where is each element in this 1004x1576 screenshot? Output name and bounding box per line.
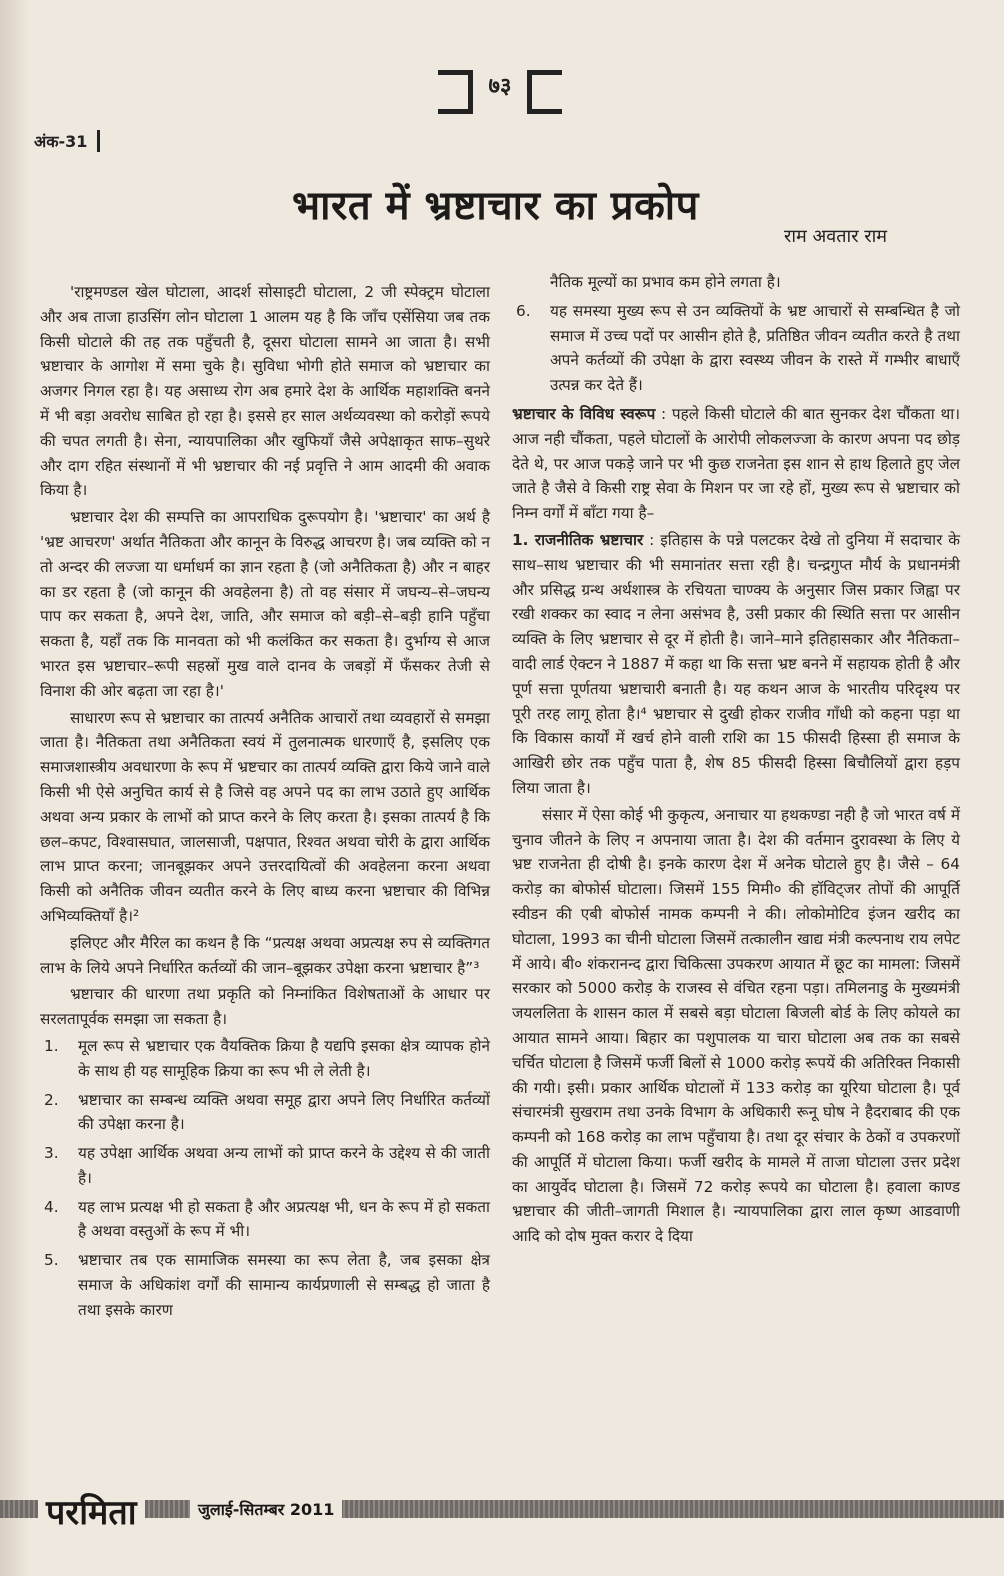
list-item: 5. भ्रष्टाचार तब एक सामाजिक समस्या का रूप लेता है, जब इसका क्षेत्र समाज के अधिकांश वर्गों की सामान्य कार्यप्रणाली से सम्बद्ध हो जाता है तथा इसके कारण [44, 1251, 490, 1319]
issue-date: जुलाई-सितम्बर 2011 [190, 1498, 342, 1520]
list-item: 3. यह उपेक्षा आर्थिक अथवा अन्य लाभों को प्राप्त करने के उद्देश्य से की जाती है। [44, 1144, 490, 1187]
list-item: 6. यह समस्या मुख्य रूप से उन व्यक्तियों के भ्रष्ट आचारों से सम्बन्धित है जो समाज में उच्च पदों पर आसीन होते है, प्रतिष्ठित जीवन व्यतीत करते है तथा अपने कर्तव्यों की उपेक्षा के द्वारा स्वस्थ्य जीवन के रास्ते में गम्भीर बाधाएँ उत्पन्न कर देते हैं। [516, 301, 960, 395]
author-name: राम अवतार राम [784, 226, 888, 247]
article-title: भारत में भ्रष्टाचार का प्रकोप [292, 183, 699, 229]
list-item: 2. भ्रष्टाचार का सम्बन्ध व्यक्ति अथवा समूह द्वारा अपने लिए निर्धारित कर्तव्यों की उपेक्षा करना है। [44, 1090, 490, 1134]
issue-tag: अंक-31 [34, 130, 100, 152]
right-column [512, 270, 960, 1251]
list-item-continuation: नैतिक मूल्यों का प्रभाव कम होने लगता है। [550, 273, 781, 291]
footer-bar [0, 1500, 1004, 1518]
paragraph: संसार में ऐसा कोई भी कुकृत्य, अनाचार या हथकण्डा नही है जो भारत वर्ष में चुनाव जीतने के लिए न अपनाया जाता है। देश की वर्तमान दुरावस्था के लिए ये भ्रष्ट राजनेता ही दोषी है। इनके कारण देश में अनेक घोटाले हुए है। जैसे – 64 करोड़ का बोफोर्स घोटाला। जिसमें 155 मिमी० की हॉविट्जर तोपों की आपूर्ति स्वीडन की एबी बोफोर्स नामक कम्पनी ने की। लोकोमोटिव इंजन खरीद का घोटाला, 1993 का चीनी घोटाला जिसमें तत्कालीन खाद्य मंत्री कल्पनाथ राय लपेट में आये। बी० शंकरानन्द द्वारा चिकित्सा उपकरण आयात में छूट का मामला: जिसमें सरकार को 5000 करोड़ के राजस्व से वंचित रहना पड़ा। तमिलनाडु के मुख्यमंत्री जयललिता के शासन काल में सबसे बड़ा घोटाला बिजली बोर्ड के लिए कोयले का आयात सामने आया। बिहार का पशुपालक या चारा घोटाला अब तक का सबसे चर्चित घोटाला है जिसमें फर्जी बिलों से 1000 करोड़ रूपयें की अतिरिक्त निकासी की गयी। इसी। प्रकार आर्थिक घोटालों में 133 करोड़ का यूरिया घोटाला है। पूर्व संचारमंत्री सुखराम तथा उनके विभाग के अधिकारी रूनू घोष ने हैदराबाद की एक कम्पनी को 168 करोड़ का लाभ पहुँचाया है। तथा दूर संचार के ठेकों व उपकरणों की आपूर्ति में घोटाला किया। फर्जी खरीद के मामले में ताजा घोटाला उत्तर प्रदेश का आयुर्वेद घोटाला है। जिसमें 72 करोड़ रूपये का घोटाला है। हवाला काण्ड भ्रष्टाचार की जीती–जागती मिशाल है। न्यायपालिका द्वारा लाल कृष्ण आडवाणी आदि को दोष मुक्त करार दे दिया [512, 805, 960, 1246]
characteristics-list [40, 1034, 490, 1323]
list-item: 1. मूल रूप से भ्रष्टाचार एक वैयक्तिक क्रिया है यद्यपि इसका क्षेत्र व्यापक होने के साथ ही यह सामूहिक क्रिया का रूप भी ले लेती है। [44, 1036, 490, 1080]
section-heading: भ्रष्टाचार के विविध स्वरूप [512, 404, 656, 423]
list-item: 4. यह लाभ प्रत्यक्ष भी हो सकता है और अप्रत्यक्ष भी, धन के रूप में हो सकता है अथवा वस्तुओं के रूप में भी। [44, 1197, 490, 1241]
section-intro: भ्रष्टाचार के विविध स्वरूप : पहले किसी घोटाले की बात सुनकर देश चौंकता था। आज नही चौंकता, पहले घोटालों के आरोपी लोकलज्जा के कारण अपना पद छोड़ देते थे, पर आज पकड़े जाने पर भी कुछ राजनेता इस शान से हाथ हिलाते हुए जेल जाते है जैसे वे किसी राष्ट्र सेवा के मिशन पर जा रहे हों, मुख्य रूप से भ्रष्टाचार को निम्न वर्गों में बाँटा गया है– [512, 404, 961, 523]
page-number: ७३ [420, 62, 580, 112]
paragraph: 'राष्ट्रमण्डल खेल घोटाला, आदर्श सोसाइटी घोटाला, 2 जी स्पेक्ट्रम घोटाला और अब ताजा हाउसिंग लोन घोटाला 1 आलम यह है कि जाँच एसेंसिया जब तक किसी घोटाले की तह तक पहुँचती है, दूसरा घोटाला सामने आ जाता है। सभी भ्रष्टाचार के आगोश में समा चुके है। सुविधा भोगी होते समाज को भ्रष्टाचार का अजगर निगल रहा है। यह असाध्य रोग अब हमारे देश के आर्थिक महाशक्ति बनने में भी बड़ा अवरोध साबित हो रहा है। इससे हर साल अर्थव्यवस्था को करोड़ों रूपये की चपत लगती है। सेना, न्यायपालिका और खुफियाँ जैसे अपेक्षाकृत साफ–सुथरे और दाग रहित संस्थानों में भी भ्रष्टाचार की नई प्रवृत्ति ने आम आदमी की अवाक किया है। [40, 283, 490, 500]
subheading: 1. राजनीतिक भ्रष्टाचार [512, 530, 644, 549]
magazine-logo: परमिता [38, 1488, 145, 1534]
political-corruption-paragraph: 1. राजनीतिक भ्रष्टाचार : इतिहास के पन्ने पलटकर देखे तो दुनिया में सदाचार के साथ–साथ भ्रष्टाचार की भी समानांतर सत्ता रही है। चन्द्रगुप्त मौर्य के प्रधानमंत्री और प्रसिद्ध ग्रन्थ अर्थशास्त्र के रचियता चाण्क्य के अनुसार जिस प्रकार जिह्वा पर रखी शक्कर का स्वाद न लेना असंभव है, उसी प्रकार की स्थिति सत्ता पर आसीन व्यक्ति के लिए भ्रष्टाचार से दूर में होती है। जाने–माने इतिहासकार और नैतिकता–वादी लार्ड ऐक्टन ने 1887 में कहा था कि सत्ता भ्रष्ट बनने में सहायक होती है और पूर्ण सत्ता पूर्णतया भ्रष्टाचारी बनाती है। यह कथन आज के भारतीय परिदृश्य पर पूरी तरह लागू होता है।⁴ भ्रष्टाचार से दुखी होकर राजीव गाँधी को कहना पड़ा था कि विकास कार्यों में खर्च होने वाली राशि का 15 फीसदी हिस्सा ही समाज के आखिरी छोर तक पहुँच पाता है, शेष 85 फीसदी हिस्सा बिचौलियों द्वारा हड़प लिया जाता है। [512, 530, 960, 797]
page-edge-shadow [0, 0, 30, 1576]
paragraph: इलिएट और मैरिल का कथन है कि “प्रत्यक्ष अथवा अप्रत्यक्ष रुप से व्यक्तिगत लाभ के लिये अपने निर्धारित कर्तव्यों की जान–बूझकर उपेक्षा करना भ्रष्टाचार है”³ [40, 933, 490, 977]
characteristics-list-continued [512, 270, 960, 398]
left-column [40, 280, 490, 1327]
paragraph: भ्रष्टाचार की धारणा तथा प्रकृति को निम्नांकित विशेषताओं के आधार पर सरलतापूर्वक समझा जा सकता है। [40, 985, 490, 1029]
paragraph: भ्रष्टाचार देश की सम्पत्ति का आपराधिक दुरूपयोग है। 'भ्रष्टाचार' का अर्थ है 'भ्रष्ट आचरण' अर्थात नैतिकता और कानून के विरुद्ध आचरण है। जब व्यक्ति को न तो अन्दर की लज्जा या धर्माधर्म का ज्ञान रहता है (जो अनैतिकता है) और न बाहर का डर रहता है (जो कानून की अवहेलना है) तो वह संसार में जघन्य–से–जघन्य पाप कर सकता है, अपने देश, जाति, और समाज को बड़ी–से–बड़ी हानि पहुँचा सकता है, यहाँ तक कि मानवता को भी कलंकित कर सकता है। दुर्भाग्य से आज भारत इस भ्रष्टाचार–रूपी सहस्रों मुख वाले दानव के जबड़ों में फँसकर तेजी से विनाश की ओर बढ़ता जा रहा है।' [40, 508, 490, 700]
paragraph: साधारण रूप से भ्रष्टाचार का तात्पर्य अनैतिक आचारों तथा व्यवहारों से समझा जाता है। नैतिकता तथा अनैतिकता स्वयं में तुलनात्मक धारणाएँ है, इसलिए एक समाजशास्त्रीय अवधारणा के रूप में भ्रष्टचार का तात्पर्य व्यक्ति द्वारा किये जाने वाले किसी भी ऐसे अनुचित कार्य से है जिसे वह अपने पद का लाभ उठाते हुए आर्थिक अथवा अन्य प्रकार के लाभों को प्राप्त करने के लिए करता है। इसका तात्पर्य है कि छल–कपट, विश्वासघात, जालसाजी, पक्षपात, रिश्वत अथवा चोरी के द्वारा आर्थिक लाभ प्राप्त करना; जानबूझकर अपने उत्तरदायित्वों की अवहेलना करना अथवा किसी को अनैतिक जीवन व्यतीत करने के लिए बाध्य करना भ्रष्टाचार की विभिन्न अभिव्यक्तियाँ है।² [40, 708, 490, 925]
